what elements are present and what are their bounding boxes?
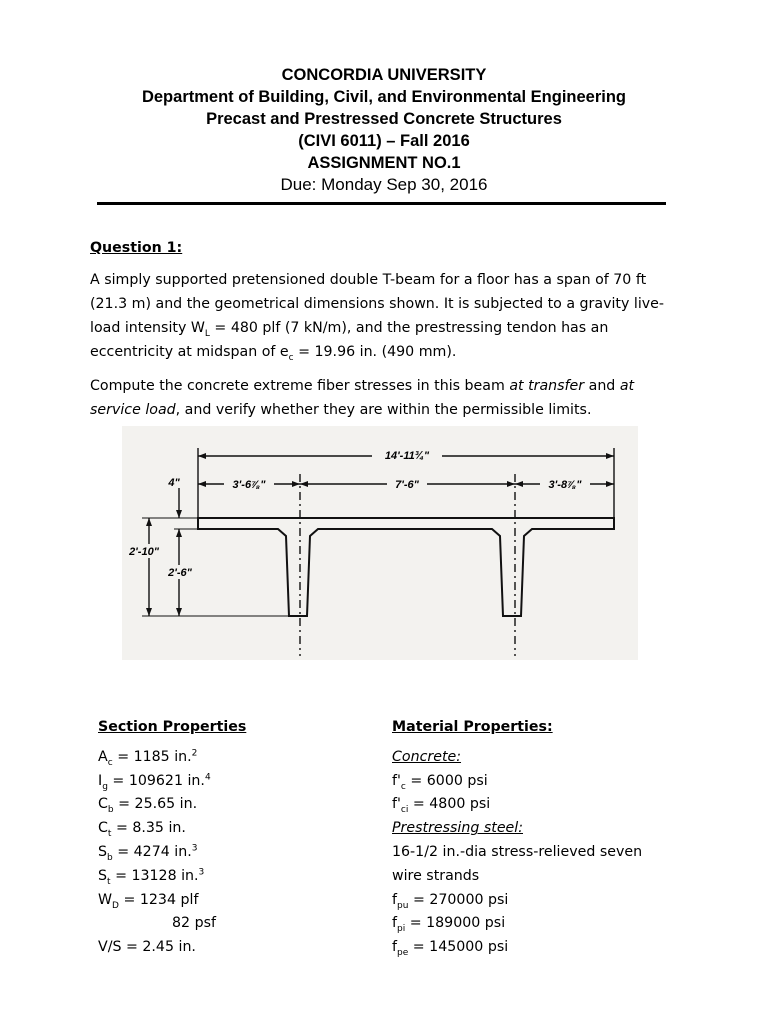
center-spacing-label: 7'-6" <box>395 479 419 491</box>
question-title: Question 1: <box>90 240 183 256</box>
department-name: Department of Building, Civil, and Environmental Engineering <box>141 88 627 106</box>
overall-width-label: 14'-11¾" <box>384 450 430 462</box>
fc-property: $f'_c = 6000$ psi <box>392 772 488 792</box>
wd-psf-property: 82 psf <box>172 915 216 932</box>
left-overhang-label: 3'-6⅞" <box>232 479 266 491</box>
st-property: $S_t = 13128$ in.$^3$ <box>98 867 205 887</box>
header-divider <box>97 202 666 205</box>
material-properties-heading: Material Properties: <box>392 719 553 735</box>
section-properties-heading: Section Properties <box>98 719 247 735</box>
wd-property: $W_D = 1234$ plf <box>98 891 199 911</box>
fpi-property: $f_{pi} = 189000$ psi <box>392 915 506 935</box>
university-name: CONCORDIA UNIVERSITY <box>281 66 487 84</box>
stem-depth-label: 2'-6" <box>168 567 192 579</box>
question-paragraph-1: A simply supported pretensioned double T-beam for a floor has a span of 70 ft (21.3 m) and the geometrical dimensions shown. It is subjected to a gravity live-load intensity $W_L = 480$ plf (7 kN/m), and the prestressing tendon has an eccentricity at midspan of $e_c = 19.96$ in. (490 mm). <box>90 272 665 363</box>
course-name: Precast and Prestressed Concrete Structures <box>206 110 562 128</box>
double-t-beam-figure <box>122 426 638 660</box>
material-properties <box>392 716 692 960</box>
total-depth-label: 2'-10" <box>129 546 159 558</box>
question-paragraph-2: Compute the concrete extreme fiber stresses in this beam at transfer and at service load, and verify whether they are within the permissible limits. <box>90 378 635 418</box>
fpu-property: $f_{pu} = 270000$ psi <box>392 891 509 911</box>
strand-description-2: wire strands <box>392 867 480 884</box>
course-code: (CIVI 6011) – Fall 2016 <box>298 132 470 150</box>
due-date: Due: Monday Sep 30, 2016 <box>280 175 488 194</box>
section-properties <box>98 716 358 960</box>
prestressing-steel-subheading: Prestressing steel: <box>392 820 523 837</box>
assignment-title: ASSIGNMENT NO.1 <box>307 154 461 172</box>
ig-property: $I_g = 109621$ in.$^4$ <box>98 771 211 792</box>
double-t-section-drawing <box>122 426 638 660</box>
sb-property: $S_b = 4274$ in.$^3$ <box>98 843 198 863</box>
strand-description-1: 16-1/2 in.-dia stress-relieved seven <box>392 843 643 860</box>
fci-property: $f'_{ci} = 4800$ psi <box>392 796 491 816</box>
cb-property: $C_b = 25.65$ in. <box>98 796 198 816</box>
vs-property: V/S = 2.45 in. <box>98 939 196 956</box>
ct-property: $C_t = 8.35$ in. <box>98 820 186 840</box>
flange-thickness-label: 4" <box>168 477 180 489</box>
ac-property: $A_c = 1185$ in.$^2$ <box>98 748 198 768</box>
concrete-subheading: Concrete: <box>392 748 462 765</box>
right-overhang-label: 3'-8⅞" <box>548 479 582 491</box>
fpe-property: $f_{pe} = 145000$ psi <box>392 939 509 958</box>
document-header <box>0 64 768 196</box>
